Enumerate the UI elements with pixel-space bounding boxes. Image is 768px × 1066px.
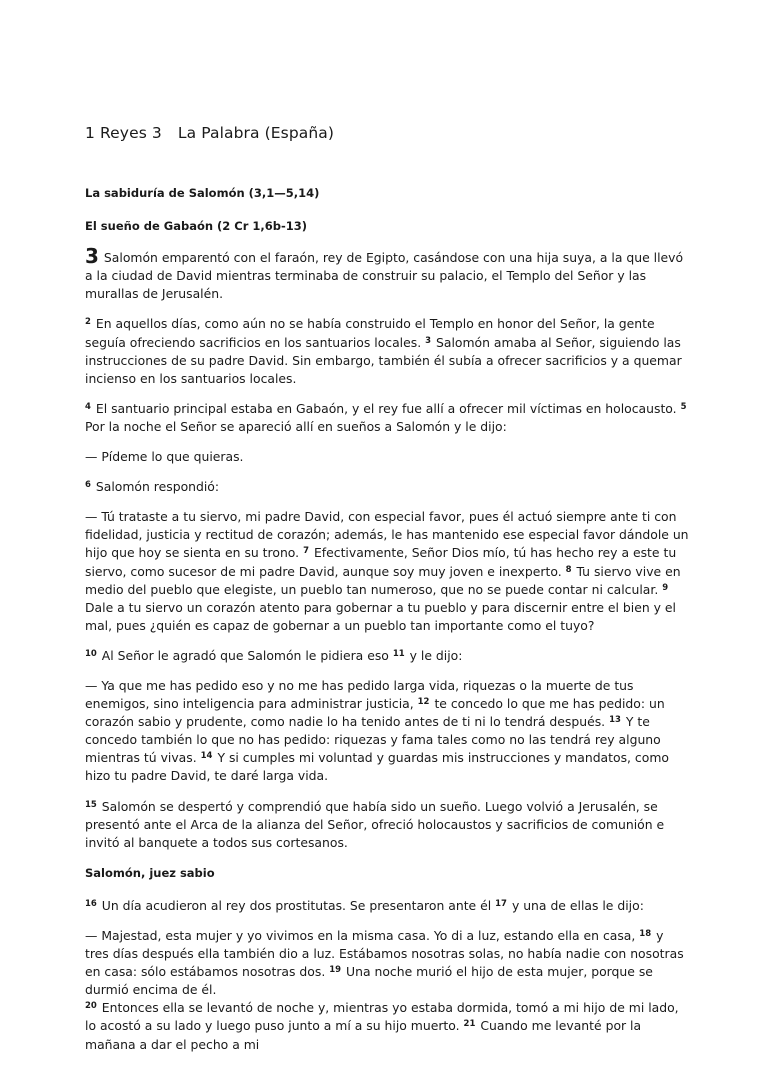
verse-number: 18 [639, 929, 652, 939]
verse-number: 4 [85, 401, 91, 412]
verse-text: Tu siervo vive en medio del pueblo que elegiste, un pueblo tan numeroso, que no se puede contar ni calcular. [85, 563, 681, 597]
verse-number: 21 [463, 1019, 476, 1030]
paragraph [85, 677, 691, 786]
verse-number: 5 [680, 401, 687, 412]
verse-text: En aquellos días, como aún no se había construido el Templo en honor del Señor, la gente seguía ofreciendo sacrificios en los santuarios locales. [85, 316, 655, 350]
verse-number: 13 [609, 715, 621, 726]
verse-number: 19 [329, 965, 342, 976]
verse-text: y una de ellas le dijo: [511, 897, 644, 913]
subsection-heading: Salomón, juez sabio [85, 865, 215, 880]
verse-text: Por la noche el Señor se apareció allí en sueños a Salomón y le dijo: [85, 418, 507, 434]
paragraph [85, 315, 691, 387]
verse-text: Un día acudieron al rey dos prostitutas. Se presentaron ante él [101, 897, 492, 913]
verse-text: Dale a tu siervo un corazón atento para gobernar a tu pueblo y para discernir entre el bien y el mal, pues ¿quién es capaz de gobernar a un pueblo tan importante como el tuyo? [85, 599, 676, 633]
verse-number: 7 [303, 546, 309, 557]
paragraph [85, 478, 691, 496]
verse-text: Y te concedo también lo que no has pedido: riquezas y fama tales como no las tendrá rey alguno mientras tú vivas. [85, 714, 661, 766]
page-title [85, 124, 334, 142]
paragraph [85, 798, 691, 852]
verse-text: Efectivamente, Señor Dios mío, tú has hecho rey a este tu siervo, como sucesor de mi padre David, aunque soy muy joven e inexperto. [85, 545, 677, 579]
verse-text: te concedo lo que me has pedido: un corazón sabio y prudente, como nadie lo ha tenido antes de ti ni lo tendrá después. [85, 696, 665, 730]
translation-name: La Palabra (España) [177, 124, 335, 142]
verse-number: 15 [85, 799, 97, 810]
paragraph [85, 508, 691, 635]
paragraph [85, 927, 691, 1054]
verse-text: Al Señor le agradó que Salomón le pidiera eso [101, 647, 389, 663]
section-heading: La sabiduría de Salomón (3,1—5,14) [85, 186, 320, 200]
verse-number: 12 [417, 697, 430, 708]
verse-text: Salomón emparentó con el faraón, rey de Egipto, casándose con una hija suya, a la que llevó a la ciudad de David mientras terminaba de construir su palacio, el Templo del Señor y las murallas de Jerusalén. [85, 250, 684, 302]
subsection-heading: El sueño de Gabaón (2 Cr 1,6b-13) [85, 219, 308, 234]
verse-number: 10 [85, 648, 97, 659]
verse-text: y le dijo: [409, 647, 463, 663]
verse-text: — Tú trataste a tu siervo, mi padre David, con especial favor, pues él actuó siempre ante ti con fidelidad, justicia y rectitud de corazón; además, le has mantenido ese especial favor dándole un hijo que hoy se sienta en su trono. [85, 509, 689, 561]
verse-text: y tres días después ella también dio a luz. Estábamos nosotras solas, no había nadie con nosotras en casa: sólo estábamos nosotras dos. [85, 928, 684, 980]
verse-number: 9 [662, 582, 669, 593]
verse-number: 8 [565, 564, 572, 575]
verse-text: Salomón amaba al Señor, siguiendo las instrucciones de su padre David. Sin embargo, también él subía a ofrecer sacrificios y a quemar incienso en los santuarios locales. [85, 334, 682, 386]
verse-number: 3 [425, 335, 432, 346]
paragraph [85, 244, 691, 303]
verse-text: Una noche murió el hijo de esta mujer, porque se durmió encima de él. [85, 964, 653, 998]
verse-text: Salomón se despertó y comprendió que había sido un sueño. Luego volvió a Jerusalén, se presentó ante el Arca de la alianza del Señor, ofreció holocaustos y sacrificios de comunión e invitó al banquete a todos sus cortesanos. [85, 798, 665, 850]
verse-number: 20 [85, 1001, 97, 1012]
verse-text: El santuario principal estaba en Gabaón, y el rey fue allí a ofrecer mil víctimas en holocausto. [95, 400, 677, 416]
verse-number: 11 [392, 648, 405, 659]
paragraph [85, 897, 691, 915]
verse-number: 2 [85, 317, 91, 328]
verse-number: 6 [85, 480, 91, 491]
verse-number: 16 [85, 898, 97, 909]
verse-text: Cuando me levanté por la mañana a dar el pecho a mi [85, 1018, 642, 1052]
paragraph: — Pídeme lo que quieras. [85, 449, 244, 465]
verse-number: 17 [495, 898, 507, 909]
verse-number: 14 [200, 751, 213, 762]
verse-text: Y si cumples mi voluntad y guardas mis instrucciones y mandatos, como hizo tu padre David, te daré larga vida. [85, 750, 669, 784]
verse-text: — Majestad, esta mujer y yo vivimos en la misma casa. Yo di a luz, estando ella en casa, [85, 928, 636, 943]
verse-text: Salomón respondió: [95, 479, 220, 495]
paragraph [85, 400, 691, 436]
paragraph [85, 647, 691, 665]
chapter-number: 3 [85, 244, 99, 269]
book-reference: 1 Reyes 3 [85, 124, 162, 142]
verse-text: — Ya que me has pedido eso y no me has pedido larga vida, riquezas o la muerte de tus enemigos, sino inteligencia para administrar justicia, [85, 677, 634, 712]
scripture-text [85, 184, 691, 1066]
verse-text: Entonces ella se levantó de noche y, mientras yo estaba dormida, tomó a mi hijo de mi lado, lo acostó a su lado y luego puso junto a mí a su hijo muerto. [85, 1000, 679, 1034]
